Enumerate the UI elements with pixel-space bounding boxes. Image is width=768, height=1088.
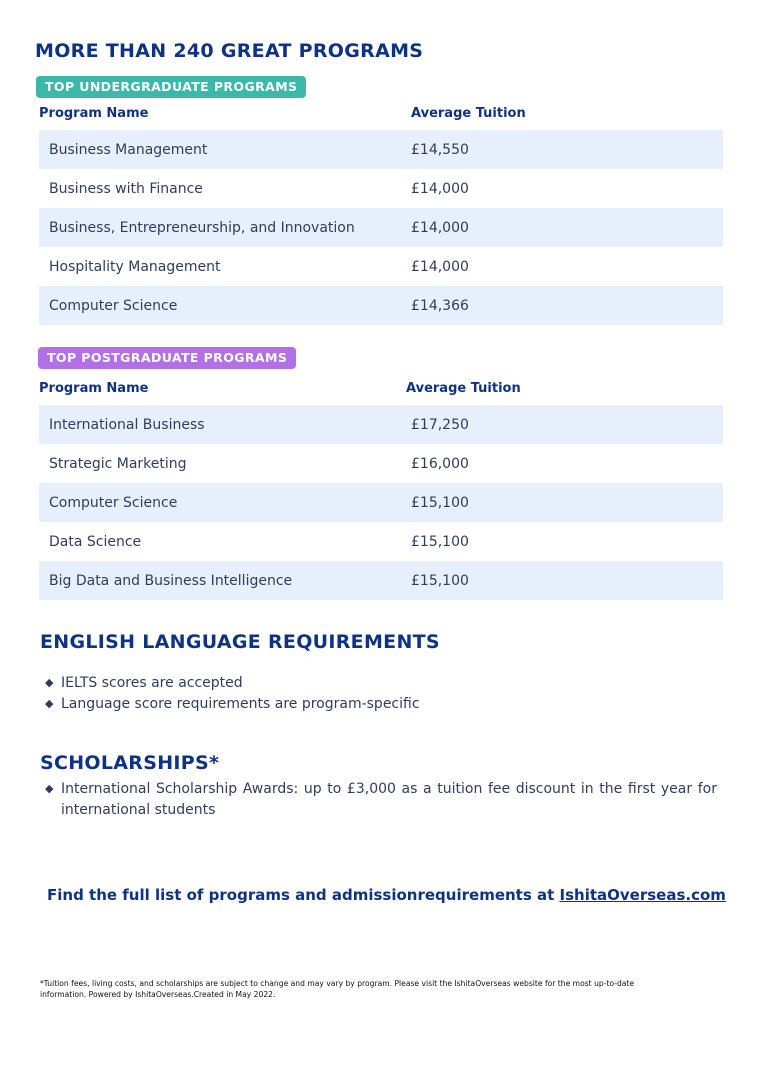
program-tuition: £15,100 (411, 494, 469, 511)
ug-col-tuition-header: Average Tuition (411, 106, 526, 121)
undergraduate-badge: TOP UNDERGRADUATE PROGRAMS (36, 76, 306, 98)
table-row (39, 444, 723, 483)
program-name: Hospitality Management (49, 258, 221, 275)
diamond-bullet-icon: ◆ (45, 676, 54, 689)
english-requirements-list (45, 673, 420, 714)
program-name: Strategic Marketing (49, 455, 187, 472)
program-name: Computer Science (49, 297, 178, 314)
program-tuition: £14,000 (411, 180, 469, 197)
table-row (39, 169, 723, 208)
diamond-bullet-icon: ◆ (45, 782, 54, 795)
program-name: Business with Finance (49, 180, 203, 197)
pg-col-tuition-header: Average Tuition (406, 381, 521, 396)
table-row (39, 561, 723, 600)
pg-col-program-header: Program Name (39, 381, 149, 396)
call-to-action (47, 886, 726, 904)
program-tuition: £14,366 (411, 297, 469, 314)
list-item: ◆ International Scholarship Awards: up to £3,000 as a tuition fee discount in the first year for international students (45, 781, 717, 818)
ishitaoverseas-link[interactable]: IshitaOverseas.com (559, 886, 726, 904)
program-name: Computer Science (49, 494, 178, 511)
program-name: Business, Entrepreneurship, and Innovation (49, 219, 355, 236)
table-row (39, 130, 723, 169)
table-row (39, 208, 723, 247)
table-row (39, 286, 723, 325)
program-tuition: £14,000 (411, 219, 469, 236)
program-name: Data Science (49, 533, 142, 550)
list-item: ◆ Language score requirements are program-specific (45, 694, 420, 715)
english-requirements-heading: ENGLISH LANGUAGE REQUIREMENTS (40, 631, 440, 653)
postgraduate-badge: TOP POSTGRADUATE PROGRAMS (38, 347, 296, 369)
program-tuition: £16,000 (411, 455, 469, 472)
scholarships-heading: SCHOLARSHIPS* (40, 752, 220, 774)
program-name: Big Data and Business Intelligence (49, 572, 293, 589)
diamond-bullet-icon: ◆ (45, 696, 54, 710)
program-name: Business Management (49, 141, 208, 158)
table-row (39, 405, 723, 444)
table-row (39, 522, 723, 561)
cta-text: Find the full list of programs and admissionrequirements at (47, 886, 560, 904)
table-row (39, 483, 723, 522)
program-tuition: £15,100 (411, 572, 469, 589)
page-title: MORE THAN 240 GREAT PROGRAMS (35, 40, 424, 62)
postgraduate-table (39, 405, 723, 600)
program-tuition: £15,100 (411, 533, 469, 550)
table-row (39, 247, 723, 286)
program-tuition: £17,250 (411, 416, 469, 433)
scholarships-list (45, 779, 717, 820)
footnote: *Tuition fees, living costs, and scholarships are subject to change and may vary by program. Please visit the IshitaOverseas website for the most up-to-date information. Powered by IshitaOverseas.Created in May 2022. (40, 979, 635, 999)
ug-col-program-header: Program Name (39, 106, 149, 121)
program-name: International Business (49, 416, 205, 433)
list-item: ◆ IELTS scores are accepted (45, 673, 420, 694)
program-tuition: £14,000 (411, 258, 469, 275)
undergraduate-table (39, 130, 723, 325)
program-tuition: £14,550 (411, 141, 469, 158)
